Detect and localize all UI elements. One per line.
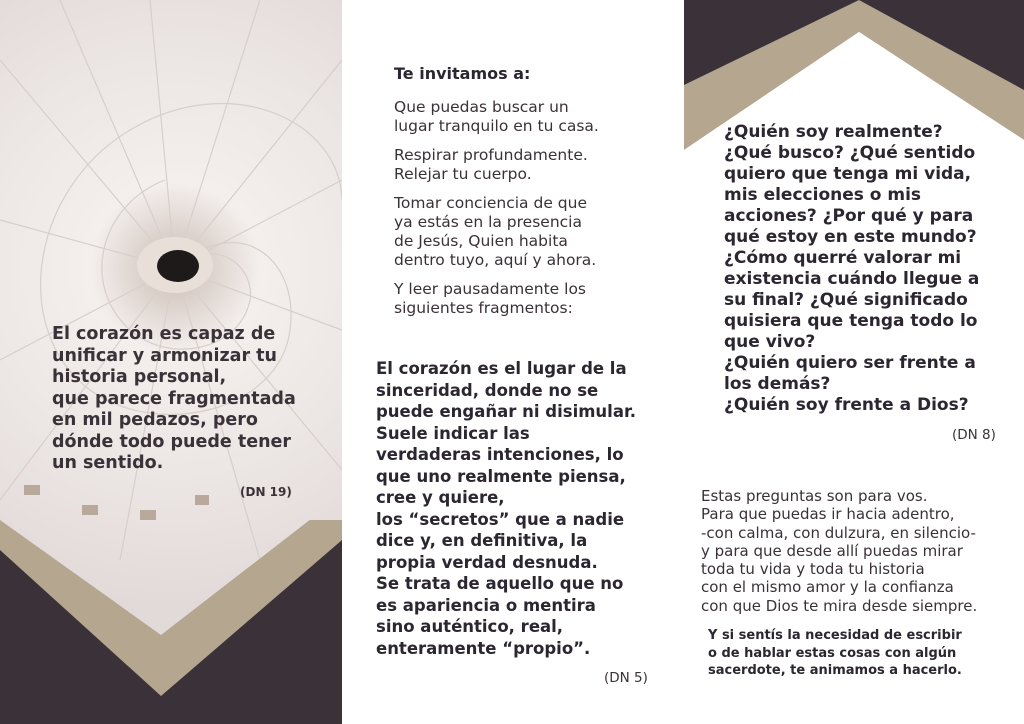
closing-invitation — [708, 627, 1008, 680]
invitation-heading: Te invitamos a: — [394, 64, 531, 83]
question-line: ¿Cómo querré valorar mi — [724, 248, 962, 268]
quote-line: Suele indicar las — [376, 423, 530, 443]
invitation-paragraph — [394, 146, 634, 184]
quote-line: Se trata de aquello que no — [376, 574, 624, 593]
question-line: su final? ¿Qué significado — [724, 290, 968, 310]
closing-line: o de hablar estas cosas con algún — [708, 645, 957, 661]
right-reference: (DN 8) — [952, 427, 996, 443]
paragraph-line: dentro tuyo, aquí y ahora. — [394, 251, 597, 269]
paragraph-line: Tomar conciencia de que — [394, 194, 587, 212]
left-quote-line: dónde todo puede tener — [52, 431, 292, 452]
invitation-paragraph — [394, 280, 634, 318]
middle-reference: (DN 5) — [604, 670, 648, 686]
paragraph-line: Estas preguntas son para vos. — [701, 487, 928, 505]
paragraph-line: -con calma, con dulzura, en silencio- — [701, 523, 976, 542]
quote-line: enteramente “propio”. — [376, 638, 591, 658]
paragraph-line: con el mismo amor y la confianza — [701, 578, 954, 597]
left-quote-line: que parece fragmentada — [52, 388, 296, 409]
left-reference: (DN 19) — [240, 485, 292, 499]
quote-line: El corazón es el lugar de la — [376, 359, 627, 378]
quote-line: sinceridad, donde no se — [376, 380, 599, 400]
reflection-questions — [724, 122, 1004, 416]
paragraph-line: toda tu vida y toda tu historia — [701, 560, 925, 579]
paragraph-line: Que puedas buscar un — [394, 98, 569, 116]
closing-line: sacerdote, te animamos a hacerlo. — [708, 663, 962, 678]
quote-line: propia verdad desnuda. — [376, 552, 598, 572]
quote-line: es apariencia o mentira — [376, 595, 596, 615]
question-line: acciones? ¿Por qué y para — [724, 206, 974, 226]
question-line: ¿Quién soy realmente? — [724, 122, 943, 142]
paragraph-line: de Jesús, Quien habita — [394, 232, 568, 250]
left-quote-line: historia personal, — [52, 367, 227, 387]
question-line: qué estoy en este mundo? — [724, 227, 977, 247]
invitation-paragraph — [394, 98, 634, 136]
paragraph-line: Relejar tu cuerpo. — [394, 165, 532, 183]
left-panel — [0, 0, 342, 724]
question-line: quiero que tenga mi vida, — [724, 164, 972, 184]
quote-line: dice y, en definitiva, la — [376, 531, 588, 550]
paragraph-line: con que Dios te mira desde siempre. — [701, 596, 978, 615]
question-line: los demás? — [724, 374, 831, 394]
quote-line: cree y quiere, — [376, 488, 505, 507]
paragraph-line: siguientes fragmentos: — [394, 299, 573, 317]
quote-line: que uno realmente piensa, — [376, 466, 626, 486]
question-line: mis elecciones o mis — [724, 185, 922, 205]
middle-quote — [376, 358, 666, 659]
paragraph-line: Y leer pausadamente los — [394, 280, 587, 298]
paragraph-line: Respirar profundamente. — [394, 146, 588, 164]
paragraph-line: y para que desde allí puedas mirar — [701, 541, 963, 560]
quote-line: sino auténtico, real, — [376, 617, 564, 636]
question-line: existencia cuándo llegue a — [724, 269, 980, 289]
closing-line: Y si sentís la necesidad de escribir — [708, 628, 962, 643]
left-quote-line: un sentido. — [52, 453, 164, 473]
invitation-list — [394, 98, 634, 328]
paragraph-line: Para que puedas ir hacia adentro, — [701, 505, 955, 524]
question-line: ¿Quién soy frente a Dios? — [724, 395, 969, 415]
question-line: quisiera que tenga todo lo — [724, 311, 978, 331]
left-quote-line: unificar y armonizar tu — [52, 345, 277, 366]
question-line: ¿Qué busco? ¿Qué sentido — [724, 143, 976, 163]
left-quote — [52, 324, 312, 475]
left-chevron-decoration — [0, 520, 342, 724]
left-quote-line: en mil pedazos, pero — [52, 410, 258, 430]
question-line: que vivo? — [724, 332, 816, 352]
question-line: ¿Quién quiero ser frente a — [724, 353, 976, 373]
quote-line: puede engañar ni disimular. — [376, 402, 637, 421]
middle-panel — [342, 0, 684, 724]
left-quote-line: El corazón es capaz de — [52, 324, 276, 344]
quote-line: verdaderas intenciones, lo — [376, 445, 624, 464]
quote-line: los “secretos” que a nadie — [376, 509, 625, 529]
reflection-paragraph — [701, 487, 1021, 615]
right-panel — [684, 0, 1024, 724]
paragraph-line: lugar tranquilo en tu casa. — [394, 117, 599, 135]
paragraph-line: ya estás en la presencia — [394, 213, 582, 231]
invitation-paragraph — [394, 194, 634, 270]
